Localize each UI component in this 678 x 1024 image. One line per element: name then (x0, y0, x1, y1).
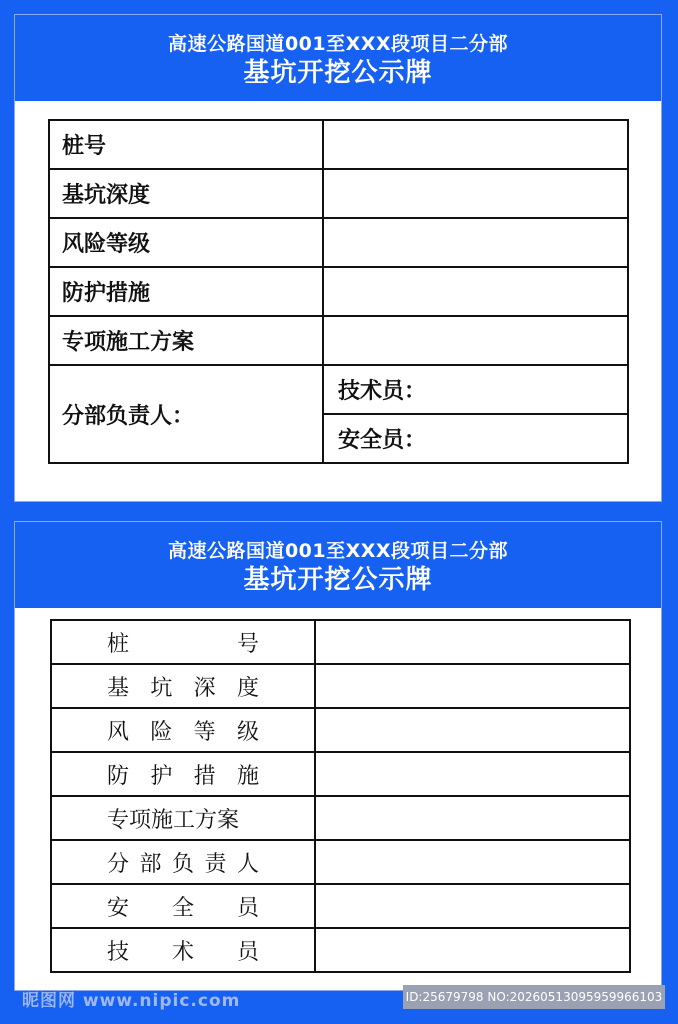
label-char: 员 (236, 895, 259, 921)
board-2-table (50, 619, 631, 973)
row-label-text (107, 803, 259, 834)
row-value (323, 218, 628, 267)
label-char: 专项施工方案 (107, 807, 240, 833)
row-label (51, 884, 315, 928)
label-char: 防 (107, 763, 130, 789)
watermark-site: 昵图网 www.nipic.com (22, 991, 241, 1011)
row-value (315, 620, 630, 664)
watermark-id: ID:25679798 NO:20260513095959966103 (403, 985, 665, 1009)
row-label-text (107, 627, 259, 658)
label-char: 部 (139, 851, 162, 877)
table-row (49, 120, 628, 169)
label-char: 等 (193, 719, 216, 745)
board-1-header (15, 15, 661, 101)
label-char: 深 (193, 675, 216, 701)
table-row (51, 664, 630, 708)
table-row (51, 928, 630, 972)
table-row (51, 708, 630, 752)
label-char: 责 (204, 851, 227, 877)
row-value (315, 752, 630, 796)
table-row (49, 316, 628, 365)
row-label (51, 796, 315, 840)
label-char: 号 (236, 631, 259, 657)
table-row (49, 267, 628, 316)
label-char: 坑 (150, 675, 173, 701)
board-2-header (15, 522, 661, 608)
row-label: 防护措施 (49, 267, 323, 316)
row-value (323, 267, 628, 316)
row-label: 桩号 (49, 120, 323, 169)
row-value (315, 928, 630, 972)
label-char: 安 (107, 895, 130, 921)
row-label (51, 708, 315, 752)
table-row (51, 796, 630, 840)
row-label: 基坑深度 (49, 169, 323, 218)
technician-label: 技术员： (323, 365, 628, 414)
label-char: 护 (150, 763, 173, 789)
label-char: 风 (107, 719, 130, 745)
table-row (49, 365, 628, 414)
row-value (315, 884, 630, 928)
notice-board-2 (14, 521, 662, 991)
label-char: 基 (107, 675, 130, 701)
row-label-text (107, 671, 259, 702)
row-label: 风险等级 (49, 218, 323, 267)
table-row (51, 884, 630, 928)
table-row (49, 218, 628, 267)
row-value (315, 796, 630, 840)
label-char: 术 (171, 939, 194, 965)
table-row (51, 840, 630, 884)
board-2-subtitle: 高速公路国道001至XXX段项目二分部 (167, 540, 509, 562)
row-value (323, 316, 628, 365)
row-label-text (107, 847, 259, 878)
row-label-text (107, 715, 259, 746)
label-char: 级 (236, 719, 259, 745)
label-char: 员 (236, 939, 259, 965)
table-row (49, 169, 628, 218)
board-1-subtitle: 高速公路国道001至XXX段项目二分部 (167, 33, 509, 55)
label-char: 技 (107, 939, 130, 965)
row-label (51, 928, 315, 972)
label-char: 桩 (107, 631, 130, 657)
label-char: 分 (107, 851, 130, 877)
label-char: 险 (150, 719, 173, 745)
row-label (51, 752, 315, 796)
row-label-text (107, 759, 259, 790)
responsible-label: 分部负责人： (49, 365, 323, 463)
row-value (323, 120, 628, 169)
notice-board-1 (14, 14, 662, 502)
label-char: 度 (236, 675, 259, 701)
row-label-text (107, 935, 259, 966)
label-char: 施 (236, 763, 259, 789)
row-value (323, 169, 628, 218)
row-value (315, 708, 630, 752)
label-char: 人 (236, 851, 259, 877)
row-label-text (107, 891, 259, 922)
label-char: 措 (193, 763, 216, 789)
table-row (51, 620, 630, 664)
row-label (51, 620, 315, 664)
row-value (315, 664, 630, 708)
label-char: 负 (171, 851, 194, 877)
board-1-title: 基坑开挖公示牌 (243, 58, 433, 88)
board-2-title: 基坑开挖公示牌 (243, 565, 433, 595)
row-value (315, 840, 630, 884)
board-1-table (48, 119, 629, 464)
label-char: 全 (171, 895, 194, 921)
row-label: 专项施工方案 (49, 316, 323, 365)
row-label (51, 664, 315, 708)
row-label (51, 840, 315, 884)
table-row (51, 752, 630, 796)
safety-officer-label: 安全员： (323, 414, 628, 463)
